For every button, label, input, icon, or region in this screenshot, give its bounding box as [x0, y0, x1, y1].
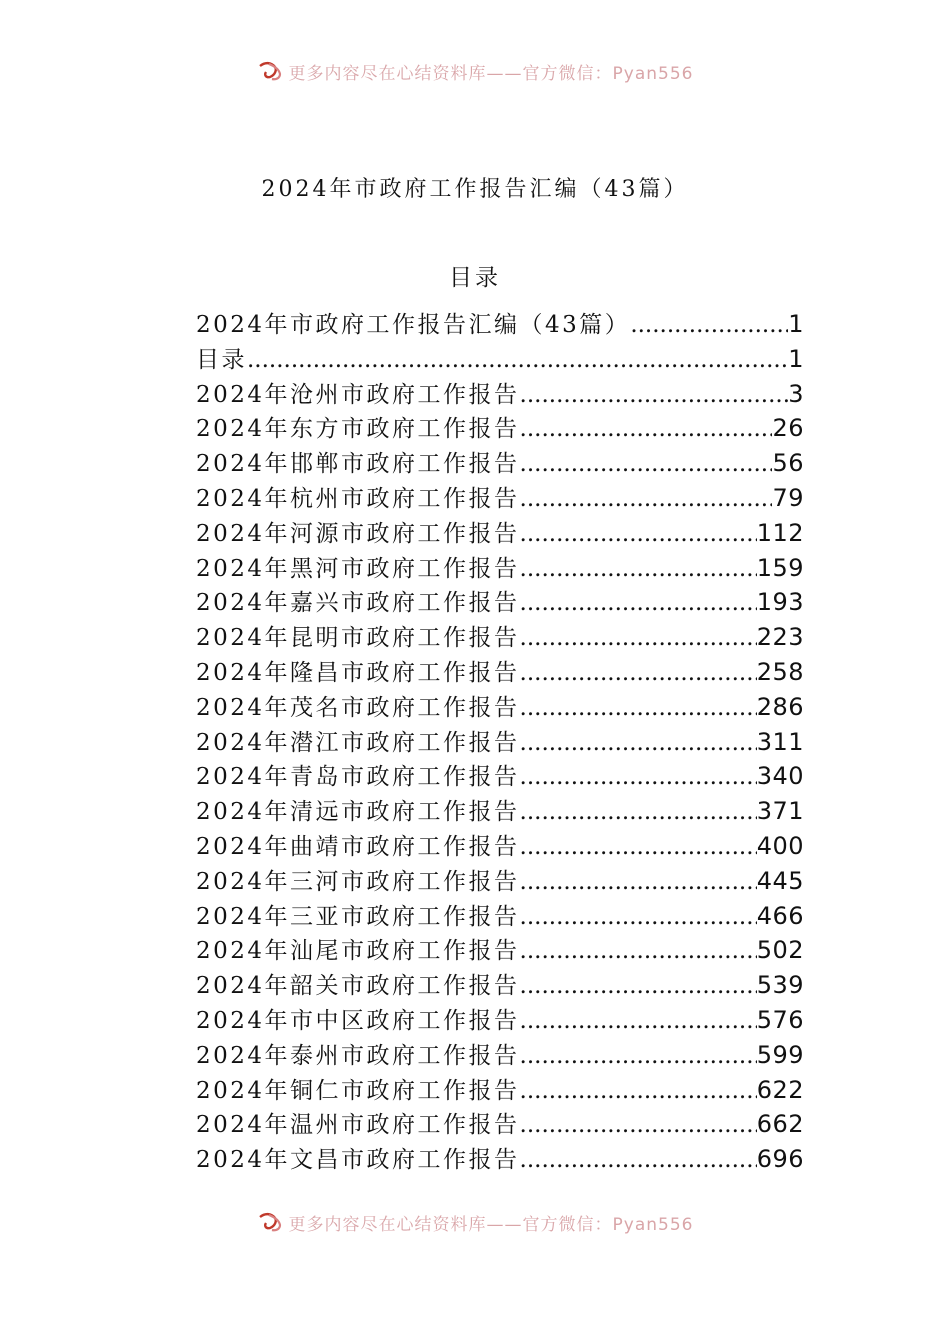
toc-dot-leader: [520, 799, 757, 825]
toc-entry-title: 2024年市政府工作报告汇编（43篇）: [196, 312, 631, 338]
toc-entry-title: 2024年嘉兴市政府工作报告: [196, 590, 520, 617]
toc-entry-title: 2024年潜江市政府工作报告: [196, 729, 520, 756]
toc-entry[interactable]: [196, 480, 804, 515]
toc-entry[interactable]: [196, 793, 804, 828]
toc-dot-leader: [520, 764, 757, 790]
toc-entry-title: 2024年隆昌市政府工作报告: [196, 659, 520, 686]
toc-dot-leader: [630, 312, 788, 338]
toc-entry-page-number: 56: [772, 449, 804, 478]
toc-entry-page-number: 599: [756, 1040, 804, 1069]
toc-entry-title: 2024年河源市政府工作报告: [196, 520, 520, 547]
toc-dot-leader: [520, 904, 757, 930]
toc-entry[interactable]: [196, 306, 804, 341]
toc-entry-title: 2024年曲靖市政府工作报告: [196, 833, 520, 860]
toc-entry-page-number: 445: [756, 866, 804, 895]
toc-entry-page-number: 193: [756, 588, 804, 617]
toc-entry-page-number: 112: [756, 518, 804, 547]
toc-entry-title: 2024年青岛市政府工作报告: [196, 764, 520, 791]
toc-entry-title: 目录: [196, 346, 247, 373]
toc-entry-page-number: 311: [756, 727, 804, 756]
toc-dot-leader: [520, 834, 757, 860]
toc-entry[interactable]: [196, 758, 804, 793]
toc-entry-page-number: 79: [772, 483, 804, 512]
toc-dot-leader: [520, 556, 757, 582]
toc-dot-leader: [520, 625, 757, 651]
toc-entry-title: 2024年三河市政府工作报告: [196, 868, 520, 895]
toc-entry[interactable]: [196, 1072, 804, 1107]
toc-dot-leader: [520, 695, 757, 721]
toc-entry-page-number: 159: [756, 553, 804, 582]
document-title: 2024年市政府工作报告汇编（43篇）: [261, 177, 689, 202]
toc-entry-title: 2024年东方市政府工作报告: [196, 416, 520, 443]
toc-entry-title: 2024年三亚市政府工作报告: [196, 903, 520, 930]
toc-entry-title: 2024年沧州市政府工作报告: [196, 381, 520, 408]
toc-entry[interactable]: [196, 341, 804, 376]
toc-dot-leader: [520, 973, 757, 999]
toc-entry-page-number: 466: [756, 901, 804, 930]
toc-entry[interactable]: [196, 584, 804, 619]
toc-entry-page-number: 696: [756, 1145, 804, 1174]
toc-dot-leader: [520, 1043, 757, 1069]
toc-entry-title: 2024年昆明市政府工作报告: [196, 625, 520, 652]
toc-entry-title: 2024年茂名市政府工作报告: [196, 694, 520, 721]
toc-entry-page-number: 662: [756, 1110, 804, 1139]
toc-entry[interactable]: [196, 828, 804, 863]
toc-entry[interactable]: [196, 863, 804, 898]
toc-dot-leader: [520, 1008, 757, 1034]
toc-entry[interactable]: [196, 724, 804, 759]
toc-entry[interactable]: [196, 654, 804, 689]
toc-entry[interactable]: [196, 376, 804, 411]
toc-entry-title: 2024年市中区政府工作报告: [196, 1007, 520, 1034]
toc-entry-page-number: 371: [756, 797, 804, 826]
footer-watermark-text: 更多内容尽在心结资料库——官方微信：Pyan556: [288, 1214, 694, 1235]
toc-dot-leader: [520, 938, 757, 964]
footer-watermark: [0, 1207, 950, 1237]
toc-entry[interactable]: [196, 689, 804, 724]
toc-entry[interactable]: [196, 1037, 804, 1072]
toc-entry[interactable]: [196, 515, 804, 550]
toc-dot-leader: [520, 1078, 757, 1104]
toc-entry-title: 2024年汕尾市政府工作报告: [196, 938, 520, 965]
ribbon-logo-icon: [257, 1211, 283, 1233]
toc-entry-title: 2024年铜仁市政府工作报告: [196, 1077, 520, 1104]
toc-entry[interactable]: [196, 1141, 804, 1176]
toc-entry-page-number: 1: [788, 344, 804, 373]
toc-entry-title: 2024年杭州市政府工作报告: [196, 485, 520, 512]
toc-entry[interactable]: [196, 550, 804, 585]
toc-entry-title: 2024年文昌市政府工作报告: [196, 1147, 520, 1174]
toc-entry-page-number: 223: [756, 623, 804, 652]
toc-dot-leader: [247, 347, 788, 373]
toc-dot-leader: [520, 660, 757, 686]
table-of-contents: [196, 306, 804, 1176]
header-watermark-text: 更多内容尽在心结资料库——官方微信：Pyan556: [288, 63, 694, 84]
toc-entry[interactable]: [196, 967, 804, 1002]
toc-entry-page-number: 26: [772, 414, 804, 443]
toc-heading: 目录: [449, 265, 501, 291]
toc-entry-page-number: 3: [788, 379, 804, 408]
toc-entry-page-number: 400: [756, 831, 804, 860]
toc-dot-leader: [520, 730, 757, 756]
toc-entry-title: 2024年温州市政府工作报告: [196, 1112, 520, 1139]
header-watermark: [0, 56, 950, 86]
toc-dot-leader: [520, 451, 773, 477]
toc-entry-page-number: 258: [756, 657, 804, 686]
toc-dot-leader: [520, 869, 757, 895]
toc-dot-leader: [520, 416, 773, 442]
toc-entry-page-number: 1: [788, 310, 804, 338]
toc-dot-leader: [520, 382, 789, 408]
toc-entry-title: 2024年泰州市政府工作报告: [196, 1042, 520, 1069]
toc-entry-page-number: 539: [756, 971, 804, 1000]
toc-entry-page-number: 286: [756, 692, 804, 721]
toc-dot-leader: [520, 521, 757, 547]
toc-entry[interactable]: [196, 619, 804, 654]
toc-entry-title: 2024年邯郸市政府工作报告: [196, 451, 520, 478]
ribbon-logo-icon: [257, 60, 283, 82]
toc-entry[interactable]: [196, 932, 804, 967]
toc-entry[interactable]: [196, 1002, 804, 1037]
toc-entry[interactable]: [196, 445, 804, 480]
toc-entry-page-number: 576: [756, 1005, 804, 1034]
toc-entry[interactable]: [196, 1106, 804, 1141]
toc-entry-page-number: 340: [756, 762, 804, 791]
toc-dot-leader: [520, 1147, 757, 1173]
toc-entry[interactable]: [196, 898, 804, 933]
toc-entry-title: 2024年黑河市政府工作报告: [196, 555, 520, 582]
toc-dot-leader: [520, 486, 773, 512]
toc-entry-title: 2024年清远市政府工作报告: [196, 799, 520, 826]
toc-entry-page-number: 622: [756, 1075, 804, 1104]
toc-entry-page-number: 502: [756, 936, 804, 965]
toc-entry-title: 2024年韶关市政府工作报告: [196, 973, 520, 1000]
toc-entry[interactable]: [196, 410, 804, 445]
toc-dot-leader: [520, 590, 757, 616]
toc-dot-leader: [520, 1112, 757, 1138]
